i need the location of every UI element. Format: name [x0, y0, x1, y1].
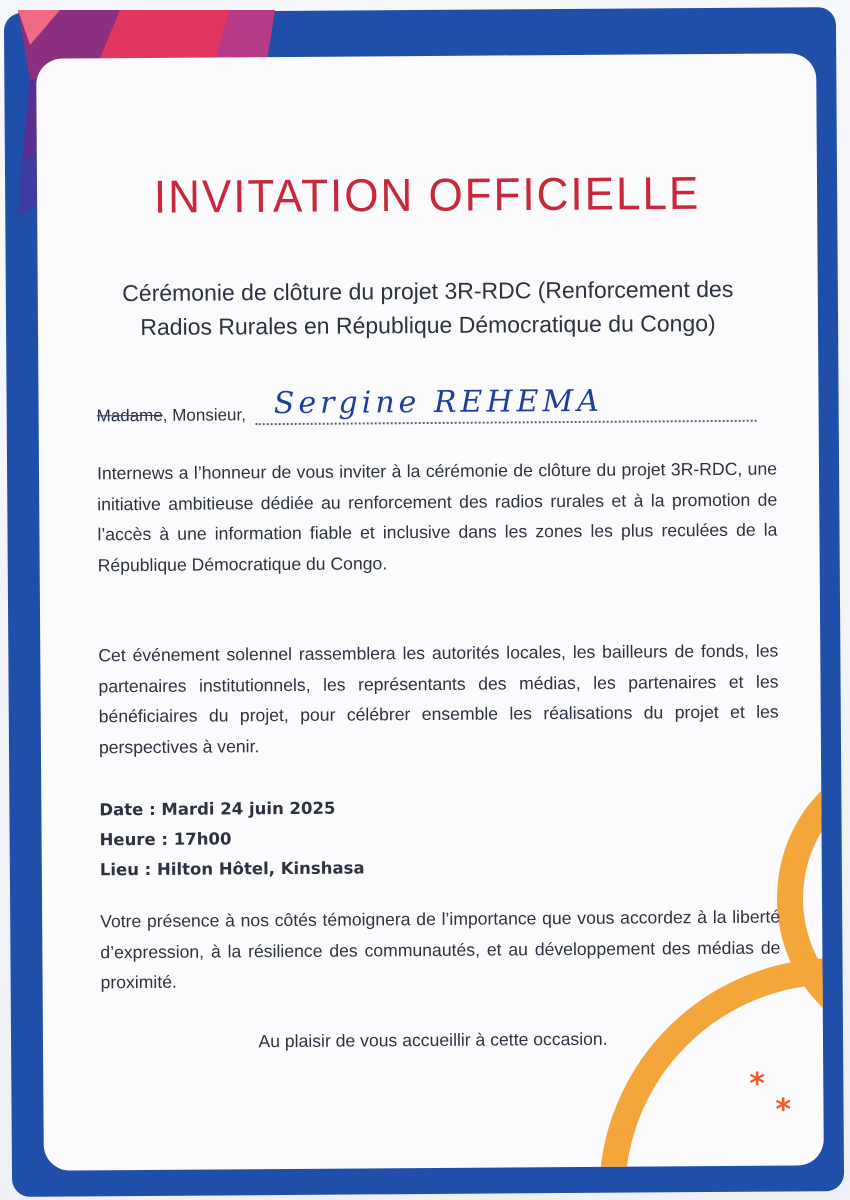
salutation-madame-struck: Madame — [96, 405, 163, 426]
event-subtitle — [58, 271, 798, 344]
invitation-card — [36, 53, 824, 1170]
invitation-paragraph-3: Votre présence à nos côtés témoignera de l’importance que vous accordez à la liberté d’expression, à la résilience des communautés, et au développement des médias de proximité. — [100, 906, 781, 993]
invitation-paragraph-1: Internews a l’honneur de vous inviter à la cérémonie de clôture du projet 3R-RDC, une initiative ambitieuse dédiée au renforcement des radios rurales et à la promotion de l’accès à une information fiable et inclusive dans les zones les plus reculées de la République Démocratique du Congo. — [96, 458, 778, 575]
event-date: Date : Mardi 24 juin 2025 — [99, 798, 336, 820]
event-details — [99, 793, 364, 885]
invitation-paragraph-2: Cet événement solennel rassemblera les autorités locales, les bailleurs de fonds, les partenaires institutionnels, les représentants des médias, les partenaires et les bénéficiaires du projet, pour célébrer ensemble les réalisations du projet et les perspectives à venir. — [98, 640, 779, 757]
invitation-content — [36, 53, 824, 1170]
event-time: Heure : 17h00 — [99, 829, 232, 850]
star-icon: * — [775, 1092, 792, 1128]
salutation-monsieur: , Monsieur, — [162, 405, 246, 425]
salutation-line — [96, 383, 756, 427]
handwritten-guest-name: Sergine REHEMA — [273, 383, 603, 422]
star-icon: * — [749, 1066, 766, 1102]
decorative-stars — [749, 1066, 792, 1128]
name-dotted-line — [256, 383, 757, 425]
invitation-title: INVITATION OFFICIELLE — [153, 167, 701, 224]
subtitle-line-2: Radios Rurales en République Démocratique du Congo) — [140, 309, 716, 341]
closing-line: Au plaisir de vous accueillir à cette occasion. — [258, 1028, 608, 1052]
subtitle-line-1: Cérémonie de clôture du projet 3R-RDC (Renforcement des — [122, 275, 734, 307]
event-location: Lieu : Hilton Hôtel, Kinshasa — [99, 858, 365, 880]
